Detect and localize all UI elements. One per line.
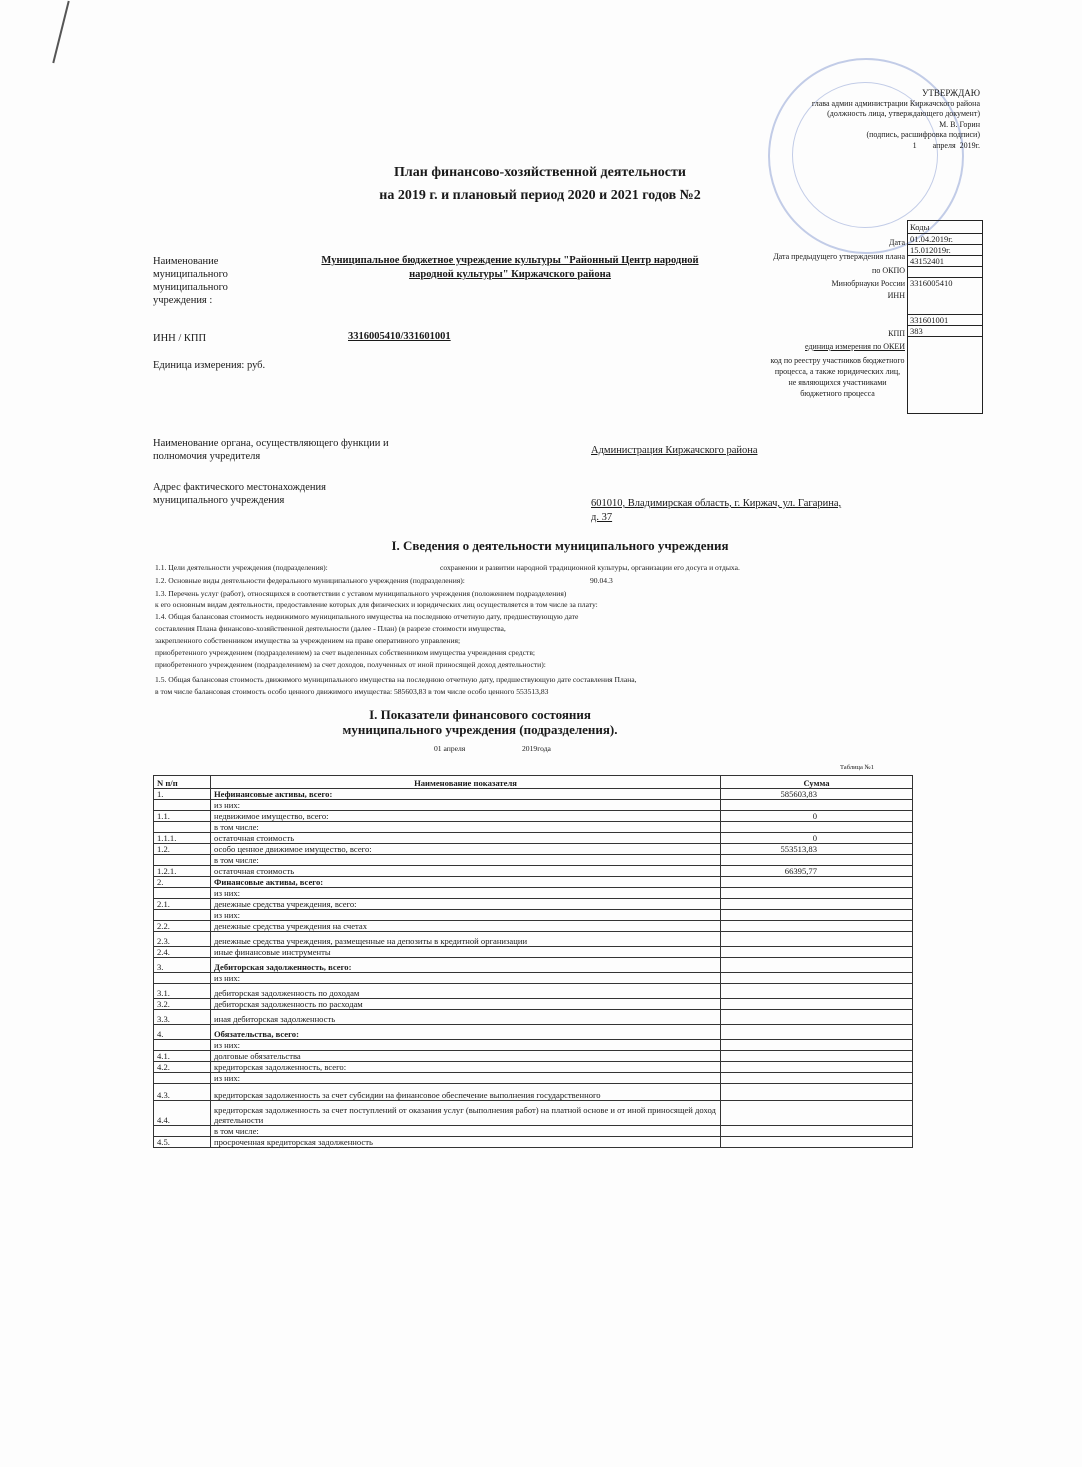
row-indicator: иные финансовые инструменты [211, 947, 721, 958]
row-number: 3.2. [154, 999, 211, 1010]
table-row [154, 947, 913, 958]
code-registry [908, 337, 983, 414]
row-indicator: из них: [211, 888, 721, 899]
p1-label: 1.1. Цели деятельности учреждения (подразделения): [155, 563, 328, 572]
row-sum [721, 958, 913, 973]
row-indicator: Финансовые активы, всего: [211, 877, 721, 888]
code-label-date: Дата [889, 238, 905, 247]
row-sum [721, 910, 913, 921]
row-number: 2.2. [154, 921, 211, 932]
row-indicator: дебиторская задолженность по расходам [211, 999, 721, 1010]
approval-date: 1 апреля 2019г. [912, 140, 980, 150]
row-sum [721, 921, 913, 932]
row-sum [721, 800, 913, 811]
p4-line2: составления Плана финансово-хозяйственной деятельности (далее - План) (в разрезе стоимости имущества, [155, 624, 506, 633]
row-sum [721, 1084, 913, 1101]
row-sum [721, 888, 913, 899]
row-sum [721, 947, 913, 958]
code-date: 01.04.2019г. [908, 234, 983, 245]
row-sum [721, 1010, 913, 1025]
table-row [154, 789, 913, 800]
row-number: 2.4. [154, 947, 211, 958]
table-row [154, 811, 913, 822]
code-label-kpp: КПП [888, 329, 905, 338]
table-row [154, 921, 913, 932]
code-label-inn: ИНН [887, 291, 905, 300]
table-row [154, 1025, 913, 1040]
row-indicator: дебиторская задолженность по доходам [211, 984, 721, 999]
row-indicator: просроченная кредиторская задолженность [211, 1137, 721, 1148]
founder-value: Администрация Киржачского района [591, 445, 758, 456]
col-header-num: N п/п [154, 776, 211, 789]
row-number: 2. [154, 877, 211, 888]
row-sum [721, 1126, 913, 1137]
row-sum [721, 1137, 913, 1148]
table-row [154, 1062, 913, 1073]
table-row [154, 855, 913, 866]
table-row [154, 844, 913, 855]
row-indicator: особо ценное движимое имущество, всего: [211, 844, 721, 855]
row-indicator: денежные средства учреждения, размещенные на депозиты в кредитной организации [211, 932, 721, 947]
code-okei: 383 [908, 326, 983, 337]
row-indicator: долговые обязательства [211, 1051, 721, 1062]
row-sum [721, 822, 913, 833]
institution-name: Муниципальное бюджетное учреждение культуры "Районный Центр народной народной культуры" Киржачского района [321, 255, 699, 280]
unit-label: Единица измерения: руб. [153, 360, 266, 371]
approval-name: М. В. Горин [939, 119, 980, 129]
table-row [154, 1126, 913, 1137]
row-number: 4.4. [154, 1101, 211, 1126]
code-kpp: 331601001 [908, 315, 983, 326]
p3-line1: 1.3. Перечень услуг (работ), относящихся в соответствии с уставом муниципального учреждения (положением подразделения) [155, 589, 567, 598]
code-inn: 3316005410 [908, 278, 983, 315]
p1-value: сохранении и развитии народной традиционной культуры, организации его досуга и отдыха. [440, 563, 740, 572]
row-number: 4.2. [154, 1062, 211, 1073]
founder-label: Наименование органа, осуществляющего функции и полномочия учредителя [153, 438, 389, 462]
row-number: 2.3. [154, 932, 211, 947]
approval-title: УТВЕРЖДАЮ [921, 88, 980, 98]
row-number: 1. [154, 789, 211, 800]
row-indicator: денежные средства учреждения, всего: [211, 899, 721, 910]
row-sum [721, 1025, 913, 1040]
row-sum: 0 [721, 811, 913, 822]
row-indicator: кредиторская задолженность, всего: [211, 1062, 721, 1073]
table-label: Таблица №1 [840, 764, 875, 771]
row-sum [721, 984, 913, 999]
row-number [154, 973, 211, 984]
row-number: 4.5. [154, 1137, 211, 1148]
table-row [154, 984, 913, 999]
code-label-registry: код по реестру участников бюджетного процесса, а также юридических лиц, не являющихся участниками бюджетного процесса [770, 356, 905, 398]
table-row [154, 899, 913, 910]
row-sum [721, 1062, 913, 1073]
row-number [154, 910, 211, 921]
p4-line5: приобретенного учреждением (подразделением) за счет доходов, полученных от иной приносящей доход деятельности): [155, 660, 546, 669]
row-indicator: недвижимое имущество, всего: [211, 811, 721, 822]
table-row [154, 999, 913, 1010]
p4-line4: приобретенного учреждением (подразделением) за счет выделенных собственником имущества учреждения средств; [155, 648, 536, 657]
inn-kpp-label: ИНН / КПП [153, 333, 207, 344]
row-number: 1.1.1. [154, 833, 211, 844]
row-number [154, 800, 211, 811]
row-indicator: в том числе: [211, 822, 721, 833]
row-sum [721, 877, 913, 888]
codes-header: Коды [908, 221, 983, 234]
table-row [154, 1073, 913, 1084]
inn-kpp-value: 3316005410/331601001 [348, 331, 451, 342]
row-indicator: иная дебиторская задолженность [211, 1010, 721, 1025]
code-ministry [908, 267, 983, 278]
institution-name-label: Наименование муниципального муниципального учреждения : [153, 256, 228, 306]
p4-line1: 1.4. Общая балансовая стоимость недвижимого муниципального имущества на последнюю отчетную дату, предшествующую дате [155, 612, 579, 621]
row-sum: 0 [721, 833, 913, 844]
financial-table [153, 775, 913, 1148]
row-indicator: из них: [211, 1073, 721, 1084]
p2-value: 90.04.3 [590, 576, 613, 585]
p3-line2: к его основным видам деятельности, предоставление которых для физических и юридических лиц осуществляется в том числе за плату: [155, 600, 598, 609]
page-title-line2: на 2019 г. и плановый период 2020 и 2021 годов №2 [379, 188, 701, 203]
row-indicator: Обязательства, всего: [211, 1025, 721, 1040]
approval-signature-caption: (подпись, расшифровка подписи) [866, 130, 980, 139]
row-number: 4. [154, 1025, 211, 1040]
table-row [154, 877, 913, 888]
p5-line1: 1.5. Общая балансовая стоимость движимого муниципального имущества на последнюю отчетную дату, предшествующую дате составления Плана, [155, 675, 637, 684]
table-row [154, 833, 913, 844]
row-sum: 585603,83 [721, 789, 913, 800]
row-sum [721, 855, 913, 866]
table-row [154, 800, 913, 811]
row-sum [721, 1101, 913, 1126]
table-row [154, 888, 913, 899]
page-title-line1: План финансово-хозяйственной деятельности [394, 165, 686, 180]
row-indicator: денежные средства учреждения на счетах [211, 921, 721, 932]
code-label-ministry: Минобрнауки России [831, 279, 905, 288]
row-sum [721, 899, 913, 910]
row-indicator: Нефинансовые активы, всего: [211, 789, 721, 800]
row-indicator: кредиторская задолженность за счет поступлений от оказания услуг (выполнения работ) на платной основе и от иной приносящей доход деятельности [211, 1101, 721, 1126]
code-label-prev-date: Дата предыдущего утверждения плана [773, 252, 905, 261]
approval-position: глава админ администрации Киржачского района [811, 98, 980, 108]
table-row [154, 1084, 913, 1101]
row-number [154, 855, 211, 866]
section1-title: I. Сведения о деятельности муниципального учреждения [391, 538, 729, 553]
row-number [154, 888, 211, 899]
row-sum: 553513,83 [721, 844, 913, 855]
row-number [154, 1126, 211, 1137]
table-row [154, 866, 913, 877]
code-prev-date: 15.012019г. [908, 245, 983, 256]
row-sum [721, 1040, 913, 1051]
code-okpo: 43152401 [908, 256, 983, 267]
table-row [154, 1051, 913, 1062]
section2-title-line2: муниципального учреждения (подразделения). [342, 722, 618, 737]
row-number: 4.1. [154, 1051, 211, 1062]
row-number: 1.1. [154, 811, 211, 822]
code-label-okpo: по ОКПО [872, 266, 905, 275]
address-label: Адрес фактического местонахождения муниципального учреждения [153, 482, 326, 506]
codes-table [907, 220, 983, 414]
row-indicator: Дебиторская задолженность, всего: [211, 958, 721, 973]
row-number: 1.2.1. [154, 866, 211, 877]
table-row [154, 958, 913, 973]
table-row [154, 973, 913, 984]
row-sum [721, 999, 913, 1010]
row-indicator: в том числе: [211, 1126, 721, 1137]
table-row [154, 1010, 913, 1025]
approval-position-caption: (должность лица, утверждающего документ) [827, 109, 980, 118]
row-number: 3.3. [154, 1010, 211, 1025]
approval-block [760, 88, 980, 151]
row-indicator: из них: [211, 910, 721, 921]
section2-title-line1: I. Показатели финансового состояния [369, 707, 591, 722]
financial-table-body [154, 789, 913, 1148]
row-number [154, 1040, 211, 1051]
section2-date-year: 2019года [522, 744, 551, 753]
row-number: 2.1. [154, 899, 211, 910]
row-number: 4.3. [154, 1084, 211, 1101]
row-number [154, 822, 211, 833]
address-value: 601010, Владимирская область, г. Киржач, ул. Гагарина, д. 37 [591, 498, 842, 523]
row-indicator: из них: [211, 800, 721, 811]
p5-line2: в том числе балансовая стоимость особо ценного движимого имущества: 585603,83 в том числе особо ценного 553513,83 [155, 687, 549, 696]
row-number: 3.1. [154, 984, 211, 999]
row-sum [721, 932, 913, 947]
table-row [154, 1101, 913, 1126]
row-number: 1.2. [154, 844, 211, 855]
row-indicator: остаточная стоимость [211, 866, 721, 877]
scan-mark [52, 1, 69, 64]
row-indicator: кредиторская задолженность за счет субсидии на финансовое обеспечение выполнения государственного [211, 1084, 721, 1101]
table-row [154, 1137, 913, 1148]
row-indicator: остаточная стоимость [211, 833, 721, 844]
row-sum: 66395,77 [721, 866, 913, 877]
p4-line3: закрепленного собственником имущества за учреждением на праве оперативного управления; [155, 636, 461, 645]
table-row [154, 1040, 913, 1051]
row-indicator: из них: [211, 973, 721, 984]
code-label-okei: единица измерения по ОКЕИ [805, 342, 905, 351]
section2-date-day: 01 апреля [434, 744, 466, 753]
table-row [154, 932, 913, 947]
p2-label: 1.2. Основные виды деятельности федерального муниципального учреждения (подразделения): [155, 576, 465, 585]
row-number: 3. [154, 958, 211, 973]
table-row [154, 822, 913, 833]
row-sum [721, 973, 913, 984]
col-header-sum: Сумма [721, 776, 913, 789]
row-number [154, 1073, 211, 1084]
table-row [154, 910, 913, 921]
row-sum [721, 1051, 913, 1062]
col-header-name: Наименование показателя [211, 776, 721, 789]
row-sum [721, 1073, 913, 1084]
row-indicator: из них: [211, 1040, 721, 1051]
row-indicator: в том числе: [211, 855, 721, 866]
